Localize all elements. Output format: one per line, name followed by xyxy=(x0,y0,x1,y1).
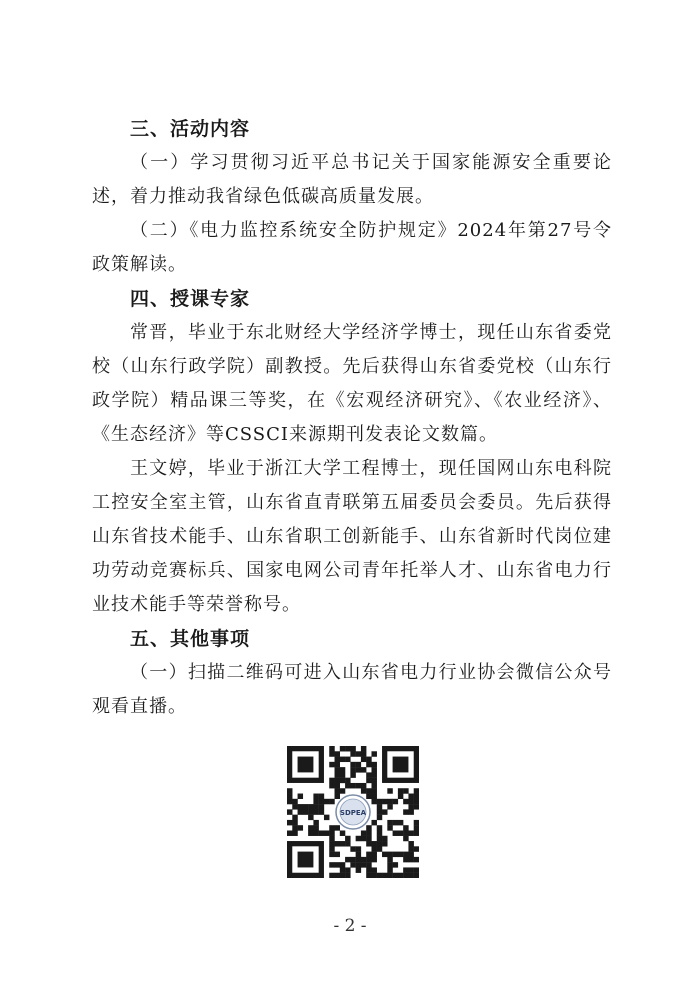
qr-module xyxy=(382,841,387,846)
qr-module xyxy=(387,862,392,867)
qr-module xyxy=(398,830,403,835)
qr-finder-pattern xyxy=(382,746,419,783)
qr-code[interactable] xyxy=(287,746,419,878)
qr-module xyxy=(329,799,334,804)
qr-module xyxy=(340,778,345,783)
qr-module xyxy=(287,799,292,804)
qr-module xyxy=(335,751,340,756)
qr-module xyxy=(366,841,371,846)
qr-module xyxy=(335,767,340,772)
qr-module xyxy=(329,862,334,867)
qr-module xyxy=(408,852,413,857)
qr-module xyxy=(403,867,408,872)
qr-module xyxy=(350,772,355,777)
qr-module xyxy=(403,873,408,878)
qr-module xyxy=(329,846,334,851)
qr-module xyxy=(350,762,355,767)
qr-module xyxy=(408,799,413,804)
qr-module xyxy=(345,857,350,862)
qr-module xyxy=(382,799,387,804)
qr-module xyxy=(382,873,387,878)
qr-center-logo xyxy=(336,795,370,829)
qr-module xyxy=(366,788,371,793)
qr-module xyxy=(387,820,392,825)
qr-module xyxy=(298,825,303,830)
section-lecturers xyxy=(92,282,612,622)
qr-module xyxy=(408,794,413,799)
qr-module xyxy=(329,746,334,751)
qr-module xyxy=(335,788,340,793)
document-body xyxy=(92,112,612,724)
qr-module xyxy=(356,751,361,756)
qr-module xyxy=(403,852,408,857)
qr-finder-pattern xyxy=(287,841,324,878)
qr-module xyxy=(366,762,371,767)
qr-module xyxy=(345,783,350,788)
qr-module xyxy=(292,820,297,825)
qr-module xyxy=(382,836,387,841)
qr-module xyxy=(329,841,334,846)
qr-module xyxy=(308,815,313,820)
qr-module xyxy=(340,862,345,867)
qr-module xyxy=(398,852,403,857)
qr-module xyxy=(356,783,361,788)
qr-module xyxy=(329,873,334,878)
qr-module xyxy=(377,846,382,851)
qr-module xyxy=(356,846,361,851)
qr-module xyxy=(361,757,366,762)
qr-module xyxy=(366,830,371,835)
qr-module xyxy=(329,825,334,830)
qr-module xyxy=(361,857,366,862)
qr-module xyxy=(356,857,361,862)
paragraph: 王文婷，毕业于浙江大学工程博士，现任国网山东电科院工控安全室主管，山东省直青联第五届委员会委员。先后获得山东省技术能手、山东省职工创新能手、山东省新时代岗位建功劳动竞赛标兵、国家电网公司青年托举人才、山东省电力行业技术能手等荣誉称号。 xyxy=(92,458,612,615)
qr-module xyxy=(308,830,313,835)
qr-module xyxy=(371,846,376,851)
qr-module xyxy=(366,778,371,783)
qr-module xyxy=(350,783,355,788)
qr-module xyxy=(329,836,334,841)
qr-module xyxy=(377,873,382,878)
qr-module xyxy=(366,836,371,841)
qr-module xyxy=(356,852,361,857)
qr-module xyxy=(356,836,361,841)
qr-module xyxy=(350,751,355,756)
qr-code-image xyxy=(287,746,419,878)
qr-module xyxy=(287,830,292,835)
qr-module xyxy=(313,804,318,809)
qr-module xyxy=(408,830,413,835)
qr-module xyxy=(366,852,371,857)
qr-module xyxy=(329,751,334,756)
qr-module xyxy=(371,852,376,857)
qr-module xyxy=(319,809,324,814)
qr-module xyxy=(335,757,340,762)
qr-module xyxy=(287,820,292,825)
qr-module xyxy=(377,799,382,804)
qr-module xyxy=(366,862,371,867)
qr-module xyxy=(335,825,340,830)
qr-module xyxy=(414,830,419,835)
qr-module xyxy=(414,825,419,830)
qr-module xyxy=(393,873,398,878)
paragraph: （二）《电力监控系统安全防护规定》2024年第27号令政策解读。 xyxy=(92,220,612,275)
qr-module xyxy=(313,794,318,799)
qr-module xyxy=(366,825,371,830)
qr-module xyxy=(387,825,392,830)
qr-module xyxy=(356,862,361,867)
qr-module xyxy=(356,867,361,872)
qr-module xyxy=(335,772,340,777)
qr-module xyxy=(303,804,308,809)
qr-module xyxy=(345,867,350,872)
qr-module xyxy=(366,772,371,777)
qr-module xyxy=(371,857,376,862)
qr-module xyxy=(329,852,334,857)
qr-module xyxy=(340,788,345,793)
qr-module xyxy=(403,799,408,804)
qr-module xyxy=(393,830,398,835)
qr-module xyxy=(329,762,334,767)
qr-module xyxy=(371,772,376,777)
qr-module xyxy=(313,825,318,830)
qr-module xyxy=(313,799,318,804)
qr-module xyxy=(313,809,318,814)
qr-module xyxy=(366,857,371,862)
qr-module xyxy=(393,820,398,825)
qr-module xyxy=(393,852,398,857)
qr-module xyxy=(319,830,324,835)
qr-module xyxy=(366,794,371,799)
qr-module xyxy=(319,799,324,804)
qr-module xyxy=(350,857,355,862)
qr-module xyxy=(371,820,376,825)
qr-finder-pattern xyxy=(287,746,324,783)
qr-module xyxy=(414,820,419,825)
qr-module xyxy=(403,788,408,793)
qr-module xyxy=(361,751,366,756)
qr-module xyxy=(313,830,318,835)
section-heading: 五、其他事项 xyxy=(130,628,251,650)
qr-module xyxy=(292,825,297,830)
qr-module xyxy=(371,873,376,878)
qr-module xyxy=(393,799,398,804)
paragraph: （一）学习贯彻习近平总书记关于国家能源安全重要论述，着力推动我省绿色低碳高质量发展。 xyxy=(92,152,612,207)
qr-module xyxy=(398,820,403,825)
qr-module xyxy=(287,809,292,814)
qr-module xyxy=(361,783,366,788)
qr-module xyxy=(403,825,408,830)
qr-module xyxy=(324,815,329,820)
qr-module xyxy=(324,830,329,835)
qr-module xyxy=(387,788,392,793)
qr-module xyxy=(340,746,345,751)
qr-module xyxy=(414,846,419,851)
qr-module xyxy=(335,794,340,799)
qr-module xyxy=(329,783,334,788)
qr-module xyxy=(403,836,408,841)
qr-module xyxy=(350,862,355,867)
paragraph: 常晋，毕业于东北财经大学经济学博士，现任山东省委党校（山东行政学院）副教授。先后获得山东省委党校（山东行政学院）精品课三等奖，在《宏观经济研究》、《农业经济》、《生态经济》等CSSCI来源期刊发表论文数篇。 xyxy=(92,322,612,445)
section-heading: 三、活动内容 xyxy=(130,118,251,140)
qr-module xyxy=(350,746,355,751)
qr-module xyxy=(350,846,355,851)
qr-module xyxy=(340,873,345,878)
qr-module xyxy=(329,778,334,783)
qr-module xyxy=(371,799,376,804)
qr-module xyxy=(335,762,340,767)
qr-module xyxy=(377,830,382,835)
section-other-matters xyxy=(92,622,612,724)
qr-module xyxy=(340,757,345,762)
qr-module xyxy=(408,809,413,814)
qr-module xyxy=(292,799,297,804)
qr-module xyxy=(377,836,382,841)
paragraph: （一）扫描二维码可进入山东省电力行业协会微信公众号观看直播。 xyxy=(92,662,612,717)
qr-module xyxy=(414,804,419,809)
qr-module xyxy=(361,788,366,793)
qr-module xyxy=(292,815,297,820)
qr-module xyxy=(340,867,345,872)
qr-module xyxy=(403,857,408,862)
qr-module xyxy=(398,794,403,799)
qr-module xyxy=(377,841,382,846)
qr-module xyxy=(361,836,366,841)
qr-module xyxy=(361,830,366,835)
qr-module xyxy=(356,762,361,767)
qr-module xyxy=(345,841,350,846)
qr-module xyxy=(345,873,350,878)
qr-module xyxy=(393,862,398,867)
qr-module xyxy=(287,788,292,793)
qr-module xyxy=(371,788,376,793)
qr-module xyxy=(335,873,340,878)
qr-module xyxy=(340,830,345,835)
qr-module xyxy=(387,852,392,857)
qr-module xyxy=(335,783,340,788)
qr-module xyxy=(298,794,303,799)
qr-module xyxy=(382,809,387,814)
qr-module xyxy=(408,804,413,809)
qr-module xyxy=(408,846,413,851)
qr-module xyxy=(398,873,403,878)
qr-module xyxy=(366,867,371,872)
qr-module xyxy=(335,841,340,846)
qr-module xyxy=(319,794,324,799)
qr-module xyxy=(324,799,329,804)
qr-module xyxy=(414,873,419,878)
qr-module xyxy=(303,809,308,814)
qr-module xyxy=(329,830,334,835)
qr-module xyxy=(366,757,371,762)
qr-module xyxy=(371,841,376,846)
qr-module xyxy=(408,841,413,846)
qr-module xyxy=(340,772,345,777)
qr-module xyxy=(403,830,408,835)
qr-module xyxy=(408,867,413,872)
qr-module xyxy=(414,794,419,799)
qr-module xyxy=(387,867,392,872)
qr-module xyxy=(371,783,376,788)
qr-logo-label: SDPEA xyxy=(339,809,367,817)
qr-module xyxy=(361,746,366,751)
qr-module xyxy=(371,762,376,767)
section-heading: 四、授课专家 xyxy=(130,288,251,310)
qr-module xyxy=(377,809,382,814)
qr-module xyxy=(403,809,408,814)
qr-module xyxy=(366,873,371,878)
qr-module xyxy=(335,852,340,857)
qr-module xyxy=(377,804,382,809)
qr-module xyxy=(319,804,324,809)
qr-module xyxy=(298,809,303,814)
qr-module xyxy=(371,867,376,872)
qr-module xyxy=(361,862,366,867)
qr-module xyxy=(335,778,340,783)
qr-module xyxy=(308,825,313,830)
qr-module xyxy=(408,857,413,862)
qr-module xyxy=(345,778,350,783)
qr-module xyxy=(335,862,340,867)
qr-module xyxy=(382,852,387,857)
qr-module xyxy=(414,857,419,862)
qr-module xyxy=(371,751,376,756)
qr-module xyxy=(414,867,419,872)
section-activity-content xyxy=(92,112,612,282)
qr-module xyxy=(371,767,376,772)
qr-module xyxy=(398,788,403,793)
qr-module xyxy=(356,767,361,772)
qr-module xyxy=(298,804,303,809)
qr-module xyxy=(345,746,350,751)
qr-module xyxy=(408,873,413,878)
qr-module xyxy=(371,778,376,783)
qr-module xyxy=(387,873,392,878)
qr-module xyxy=(292,804,297,809)
qr-module xyxy=(387,857,392,862)
qr-module xyxy=(308,804,313,809)
qr-module xyxy=(377,825,382,830)
qr-module xyxy=(345,836,350,841)
qr-module xyxy=(292,830,297,835)
qr-module xyxy=(387,804,392,809)
qr-module xyxy=(345,757,350,762)
qr-module xyxy=(340,767,345,772)
page-number: - 2 - xyxy=(333,916,367,936)
qr-module xyxy=(287,794,292,799)
qr-module xyxy=(371,794,376,799)
qr-module xyxy=(340,841,345,846)
qr-module xyxy=(414,799,419,804)
qr-module xyxy=(308,809,313,814)
qr-module xyxy=(313,820,318,825)
qr-module xyxy=(387,799,392,804)
qr-module xyxy=(414,788,419,793)
qr-module xyxy=(350,767,355,772)
qr-module xyxy=(377,815,382,820)
qr-module xyxy=(361,767,366,772)
